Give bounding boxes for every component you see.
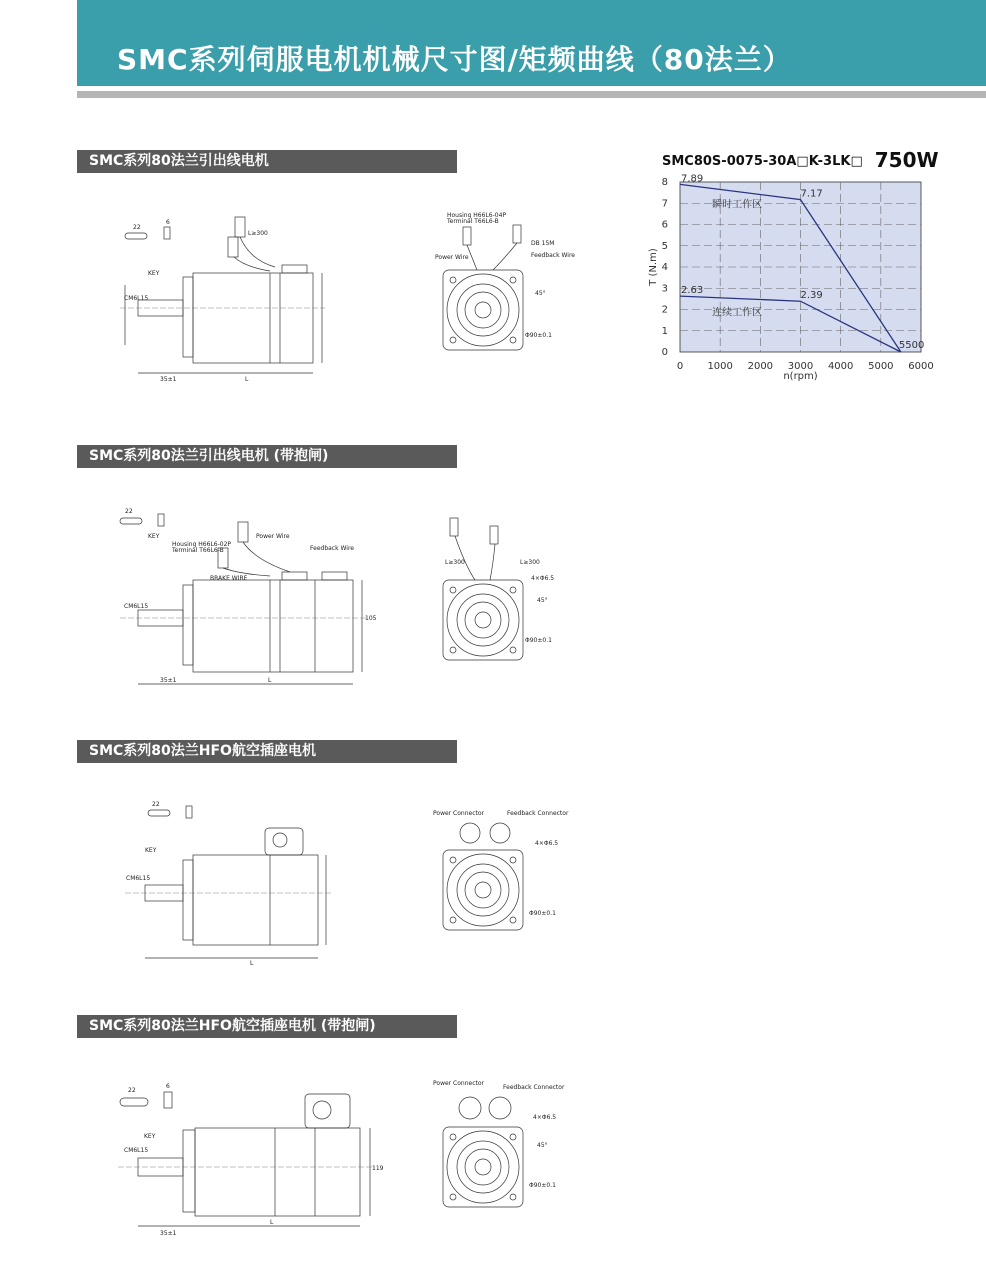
length-label-2: L <box>268 677 272 684</box>
cable-label-2b: L≥300 <box>520 559 540 566</box>
section-title-3: SMC系列80法兰HFO航空插座电机 <box>77 740 457 763</box>
y-tick-label-3: 3 <box>661 283 668 295</box>
angle-label: 45° <box>535 290 546 297</box>
y-tick-label-4: 4 <box>661 262 668 273</box>
section-title-4: SMC系列80法兰HFO航空插座电机 (带抱闸) <box>77 1015 457 1038</box>
key-label-4: KEY <box>144 1133 156 1140</box>
drawing-front-view-3 <box>425 805 569 935</box>
db15-label: DB 15M <box>531 240 555 247</box>
holes-label-3: 4×Φ6.5 <box>535 840 559 847</box>
chart-title <box>662 148 939 172</box>
header-banner <box>77 0 986 86</box>
dim-22-label-4: 22 <box>128 1087 136 1094</box>
key-label: KEY <box>148 270 160 277</box>
angle-label-2: 45° <box>537 597 548 604</box>
tap-label-3: CM6L15 <box>126 875 151 882</box>
torque-chart-svg <box>640 172 940 382</box>
chart-model: SMC80S-0075-30A□K-3LK□ <box>662 154 863 169</box>
holes-label-4: 4×Φ6.5 <box>533 1114 557 1121</box>
feedback-wire-label: Feedback Wire <box>531 252 575 259</box>
holes-label-2: 4×Φ6.5 <box>531 575 555 582</box>
region-label-1: 连续工作区 <box>712 307 763 319</box>
dim-6-label-4: 6 <box>166 1083 170 1090</box>
dim-22-label: 22 <box>133 224 141 231</box>
shaft-label-2: 35±1 <box>160 677 177 684</box>
annotation-3: 2.39 <box>800 290 823 302</box>
shaft-label-4: 35±1 <box>160 1230 177 1237</box>
feedback-wire-label-2: Feedback Wire <box>310 545 354 552</box>
x-tick-label-0: 0 <box>676 361 684 372</box>
drawing-side-view-4 <box>100 1080 384 1240</box>
feedback-connector-label-4: Feedback Connector <box>503 1084 565 1091</box>
section-title-1: SMC系列80法兰引出线电机 <box>77 150 457 173</box>
chart-power: 750W <box>874 148 939 172</box>
power-wire-label-2: Power Wire <box>256 533 290 540</box>
annotation-4: 5500 <box>898 340 925 351</box>
annotation-2: 2.63 <box>681 285 704 297</box>
tap-label: CM6L15 <box>124 295 149 302</box>
x-tick-label-6: 6000 <box>908 361 934 372</box>
y-tick-label-5: 5 <box>661 240 668 252</box>
feedback-connector-label: Feedback Connector <box>507 810 569 817</box>
annotation-1: 7.17 <box>800 188 823 200</box>
terminal-label: Terminal T66L6-B <box>447 218 499 225</box>
cable-label-2a: L≥300 <box>445 559 465 566</box>
torque-chart <box>640 172 940 386</box>
page-title: SMC系列伺服电机机械尺寸图/矩频曲线（80法兰） <box>117 43 792 76</box>
annotation-0: 7.89 <box>681 173 704 185</box>
key-label-3: KEY <box>145 847 157 854</box>
section-title-2: SMC系列80法兰引出线电机 (带抱闸) <box>77 445 457 468</box>
region-label-0: 瞬时工作区 <box>712 199 763 211</box>
x-tick-label-2: 2000 <box>747 361 774 372</box>
height-105-label: 105 <box>365 615 377 622</box>
y-tick-label-6: 6 <box>661 219 668 231</box>
key-label-2: KEY <box>148 533 160 540</box>
y-tick-label-8: 8 <box>661 177 668 188</box>
x-tick-label-4: 4000 <box>827 361 854 372</box>
x-axis-label: n(rpm) <box>783 371 818 382</box>
drawing-front-view-1 <box>425 205 575 355</box>
shaft-label: 35±1 <box>160 376 177 383</box>
dim-22-label-3: 22 <box>152 801 160 808</box>
pcd-label: Φ90±0.1 <box>525 332 552 339</box>
power-connector-label: Power Connector <box>433 810 484 817</box>
y-axis-label: T (N.m) <box>648 248 659 286</box>
header-rule <box>77 91 986 98</box>
power-wire-label: Power Wire <box>435 254 469 261</box>
drawing-side-view-1 <box>100 205 330 385</box>
length-label-4: L <box>270 1219 274 1226</box>
height-119-label: 119 <box>372 1165 384 1172</box>
dim-22-label-2: 22 <box>125 508 133 515</box>
pcd-label-4: Φ90±0.1 <box>529 1182 556 1189</box>
pcd-label-3: Φ90±0.1 <box>529 910 556 917</box>
brake-housing-label: Housing H66L6-02P <box>172 541 232 548</box>
drawing-front-view-2 <box>425 510 565 670</box>
power-connector-label-4: Power Connector <box>433 1080 484 1087</box>
pcd-label-2: Φ90±0.1 <box>525 637 552 644</box>
y-tick-label-7: 7 <box>661 198 668 210</box>
housing-label: Housing H66L6-04P <box>447 212 507 219</box>
drawing-front-view-4 <box>425 1075 565 1215</box>
cable-label: L≥300 <box>248 230 268 237</box>
tap-label-2: CM6L15 <box>124 603 149 610</box>
x-tick-label-3: 3000 <box>787 361 814 372</box>
drawing-side-view-2 <box>100 510 380 690</box>
x-tick-label-5: 5000 <box>868 361 894 372</box>
angle-label-4: 45° <box>537 1142 548 1149</box>
length-label: L <box>245 376 249 383</box>
y-tick-label-2: 2 <box>661 304 668 316</box>
drawing-side-view-3 <box>100 800 340 970</box>
length-label-3: L <box>250 960 254 967</box>
brake-wire-label: BRAKE WIRE <box>210 575 248 582</box>
brake-terminal-label: Terminal T66L6-B <box>172 547 224 554</box>
x-tick-label-1: 1000 <box>707 361 733 372</box>
y-tick-label-0: 0 <box>661 347 668 358</box>
tap-label-4: CM6L15 <box>124 1147 149 1154</box>
y-tick-label-1: 1 <box>661 325 668 337</box>
dim-6-label: 6 <box>166 219 170 226</box>
